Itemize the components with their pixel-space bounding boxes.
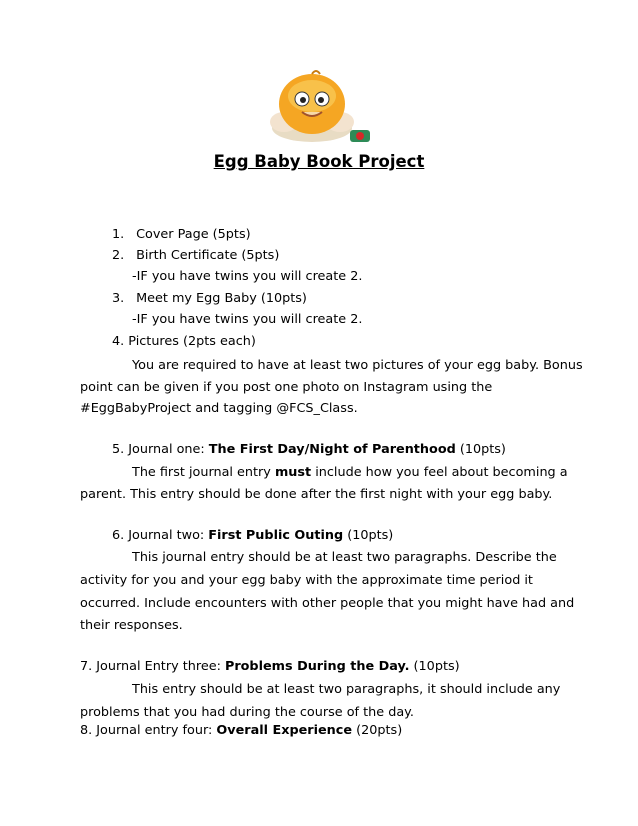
journal-three-heading bbox=[80, 658, 460, 676]
egg-baby-clipart bbox=[262, 66, 374, 152]
pictures-paragraph-line: You are required to have at least two pictures of your egg baby. Bonus bbox=[132, 358, 583, 373]
heading-title: Problems During the Day. bbox=[224, 659, 410, 674]
journal-two-heading bbox=[112, 527, 393, 545]
journal-one-paragraph-line bbox=[132, 464, 568, 482]
journal-one-paragraph-line: parent. This entry should be done after the first night with your egg baby. bbox=[80, 487, 553, 502]
list-text: Cover Page (5pts) bbox=[136, 227, 251, 242]
journal-four-heading bbox=[80, 722, 402, 740]
list-number: 2. bbox=[112, 248, 125, 263]
heading-title: First Public Outing bbox=[208, 528, 344, 543]
heading-prefix: 8. Journal entry four: bbox=[80, 723, 217, 738]
page-title: Egg Baby Book Project bbox=[213, 152, 425, 171]
list-item-cover-page bbox=[112, 226, 251, 244]
list-text: Birth Certificate (5pts) bbox=[136, 248, 280, 263]
heading-points: (10pts) bbox=[343, 528, 394, 543]
paragraph-text: The first journal entry bbox=[132, 465, 275, 480]
heading-title: Overall Experience bbox=[216, 723, 353, 738]
list-number: 3. bbox=[112, 291, 125, 306]
list-number: 1. bbox=[112, 227, 125, 242]
journal-three-paragraph-line: problems that you had during the course of the day. bbox=[80, 705, 414, 720]
heading-points: (10pts) bbox=[455, 442, 506, 457]
pictures-paragraph-line: point can be given if you post one photo on Instagram using the bbox=[80, 380, 493, 395]
heading-points: (10pts) bbox=[409, 659, 460, 674]
journal-one-heading bbox=[112, 441, 506, 459]
list-item-birth-certificate bbox=[112, 247, 279, 265]
pictures-paragraph-line: #EggBabyProject and tagging @FCS_Class. bbox=[80, 401, 358, 416]
heading-prefix: 5. Journal one: bbox=[112, 442, 209, 457]
journal-three-paragraph-line: This entry should be at least two paragraphs, it should include any bbox=[132, 682, 561, 697]
twins-note: -IF you have twins you will create 2. bbox=[132, 269, 363, 284]
heading-prefix: 6. Journal two: bbox=[112, 528, 209, 543]
paragraph-text: include how you feel about becoming a bbox=[311, 465, 568, 480]
journal-two-paragraph-line: their responses. bbox=[80, 618, 183, 633]
list-item-pictures: 4. Pictures (2pts each) bbox=[112, 334, 256, 349]
list-text: Meet my Egg Baby (10pts) bbox=[136, 291, 307, 306]
heading-points: (20pts) bbox=[352, 723, 403, 738]
heading-title: The First Day/Night of Parenthood bbox=[208, 442, 456, 457]
journal-two-paragraph-line: This journal entry should be at least two paragraphs. Describe the bbox=[132, 550, 557, 565]
journal-two-paragraph-line: activity for you and your egg baby with the approximate time period it bbox=[80, 573, 533, 588]
journal-two-paragraph-line: occurred. Include encounters with other people that you might have had and bbox=[80, 596, 575, 611]
list-item-meet-egg-baby bbox=[112, 290, 307, 308]
twins-note: -IF you have twins you will create 2. bbox=[132, 312, 363, 327]
emphasis-text: must bbox=[274, 465, 312, 480]
heading-prefix: 7. Journal Entry three: bbox=[80, 659, 225, 674]
